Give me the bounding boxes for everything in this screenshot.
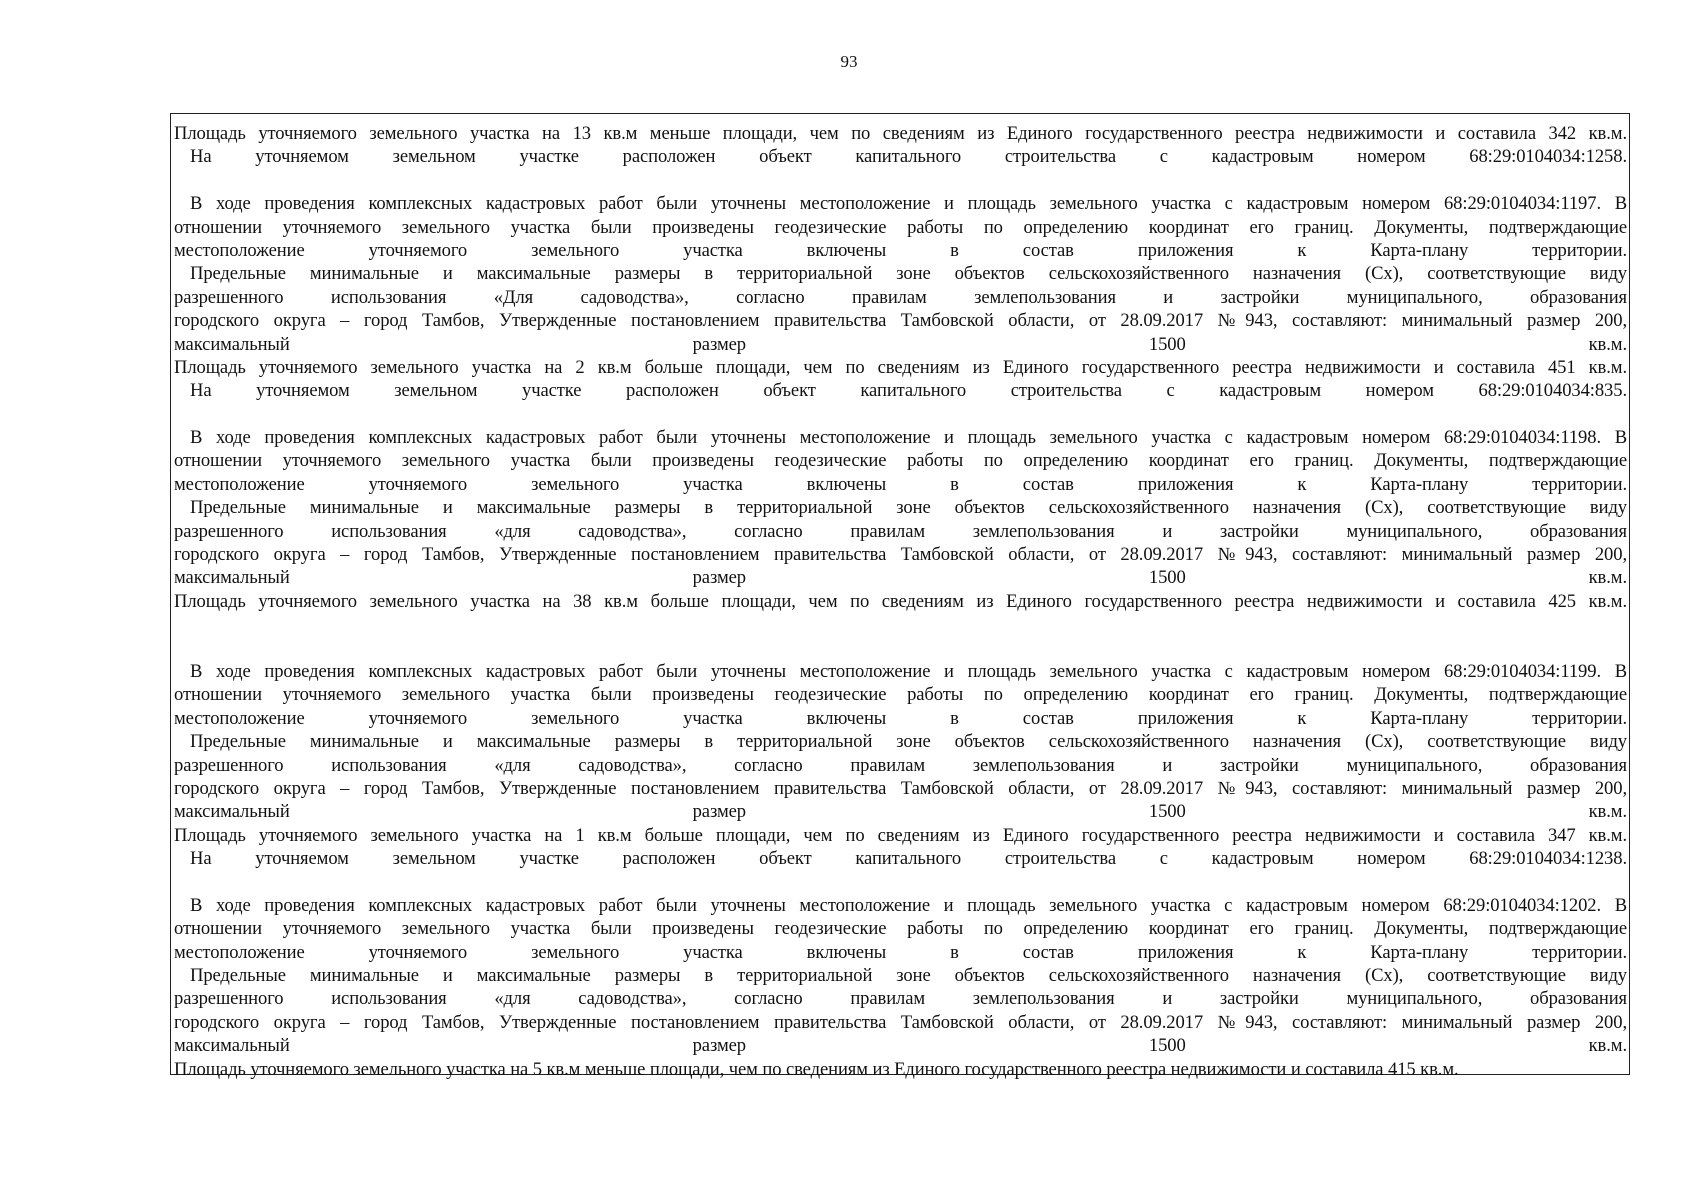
text-line: максимальный размер 1500 кв.м. [174,333,1627,355]
text-line: Предельные минимальные и максимальные размеры в территориальной зоне объектов сельскохозяйственного назначения (Сх), соответствующие виду [190,731,1627,753]
text-line: местоположение уточняемого земельного участка включены в состав приложения к Карта-плану территории. [174,941,1627,963]
text-line: Площадь уточняемого земельного участка на 1 кв.м больше площади, чем по сведениям из Единого государственного реестра недвижимости и составила 347 кв.м. [174,824,1627,846]
text-line: Площадь уточняемого земельного участка на 38 кв.м больше площади, чем по сведениям из Единого государственного реестра недвижимости и составила 425 кв.м. [174,590,1627,612]
text-line: отношении уточняемого земельного участка были произведены геодезические работы по определению координат его границ. Документы, подтверждающие [174,684,1627,706]
paragraph-gap [174,403,1627,426]
text-block [174,894,1627,1081]
text-line: разрешенного использования «для садоводства», согласно правилам землепользования и застройки муниципального, образования [174,988,1627,1010]
text-line: На уточняемом земельном участке расположен объект капитального строительства с кадастровым номером 68:29:0104034:1258. [190,146,1627,168]
text-line: местоположение уточняемого земельного участка включены в состав приложения к Карта-плану территории. [174,239,1627,261]
text-line: максимальный размер 1500 кв.м. [174,1035,1627,1057]
text-line: разрешенного использования «для садоводства», согласно правилам землепользования и застройки муниципального, образования [174,754,1627,776]
text-block [174,426,1627,613]
text-line: городского округа – город Тамбов, Утвержденные постановлением правительства Тамбовской области, от 28.09.2017 №943, составляют: минимальный размер 200, [174,777,1627,799]
text-line: На уточняемом земельном участке расположен объект капитального строительства с кадастровым номером 68:29:0104034:835. [190,380,1627,402]
text-block [174,122,1627,169]
text-line: На уточняемом земельном участке расположен объект капитального строительства с кадастровым номером 68:29:0104034:1238. [190,848,1627,870]
text-line: отношении уточняемого земельного участка были произведены геодезические работы по определению координат его границ. Документы, подтверждающие [174,216,1627,238]
text-line: максимальный размер 1500 кв.м. [174,801,1627,823]
text-line: Площадь уточняемого земельного участка на 2 кв.м больше площади, чем по сведениям из Единого государственного реестра недвижимости и составила 451 кв.м. [174,356,1627,378]
text-line: В ходе проведения комплексных кадастровых работ были уточнены местоположение и площадь земельного участка с кадастровым номером 68:29:0104034:1198. В [190,427,1627,449]
text-line: В ходе проведения комплексных кадастровых работ были уточнены местоположение и площадь земельного участка с кадастровым номером 68:29:0104034:1197. В [190,193,1627,215]
text-line: разрешенного использования «Для садоводства», согласно правилам землепользования и застройки муниципального, образования [174,286,1627,308]
text-line: Площадь уточняемого земельного участка на 5 кв.м меньше площади, чем по сведениям из Единого государственного реестра недвижимости и составила 415 кв.м. [174,1058,1459,1080]
text-line: отношении уточняемого земельного участка были произведены геодезические работы по определению координат его границ. Документы, подтверждающие [174,918,1627,940]
text-line: Предельные минимальные и максимальные размеры в территориальной зоне объектов сельскохозяйственного назначения (Сх), соответствующие виду [190,965,1627,987]
text-block [174,192,1627,403]
text-line: Площадь уточняемого земельного участка на 13 кв.м меньше площади, чем по сведениям из Единого государственного реестра недвижимости и составила 342 кв.м. [174,123,1627,144]
text-line: городского округа – город Тамбов, Утвержденные постановлением правительства Тамбовской области, от 28.09.2017 №943, составляют: минимальный размер 200, [174,544,1627,566]
text-line: максимальный размер 1500 кв.м. [174,567,1627,589]
text-line: местоположение уточняемого земельного участка включены в состав приложения к Карта-плану территории. [174,707,1627,729]
paragraph-gap [174,613,1627,660]
paragraph-gap [174,871,1627,894]
page-number: 93 [840,52,858,71]
text-line: отношении уточняемого земельного участка были произведены геодезические работы по определению координат его границ. Документы, подтверждающие [174,450,1627,472]
text-line: городского округа – город Тамбов, Утвержденные постановлением правительства Тамбовской области, от 28.09.2017 №943, составляют: минимальный размер 200, [174,1011,1627,1033]
text-line: местоположение уточняемого земельного участка включены в состав приложения к Карта-плану территории. [174,473,1627,495]
text-line: В ходе проведения комплексных кадастровых работ были уточнены местоположение и площадь земельного участка с кадастровым номером 68:29:0104034:1199. В [190,661,1627,682]
text-line: В ходе проведения комплексных кадастровых работ были уточнены местоположение и площадь земельного участка с кадастровым номером 68:29:0104034:1202. В [190,894,1627,916]
paragraph-gap [174,169,1627,192]
text-block [174,660,1627,871]
text-line: разрешенного использования «для садоводства», согласно правилам землепользования и застройки муниципального, образования [174,520,1627,542]
text-line: Предельные минимальные и максимальные размеры в территориальной зоне объектов сельскохозяйственного назначения (Сх), соответствующие виду [190,497,1627,519]
document-text-frame [170,113,1630,1080]
text-line: Предельные минимальные и максимальные размеры в территориальной зоне объектов сельскохозяйственного назначения (Сх), соответствующие виду [190,263,1627,285]
text-line: городского округа – город Тамбов, Утвержденные постановлением правительства Тамбовской области, от 28.09.2017 №943, составляют: минимальный размер 200, [174,310,1627,332]
